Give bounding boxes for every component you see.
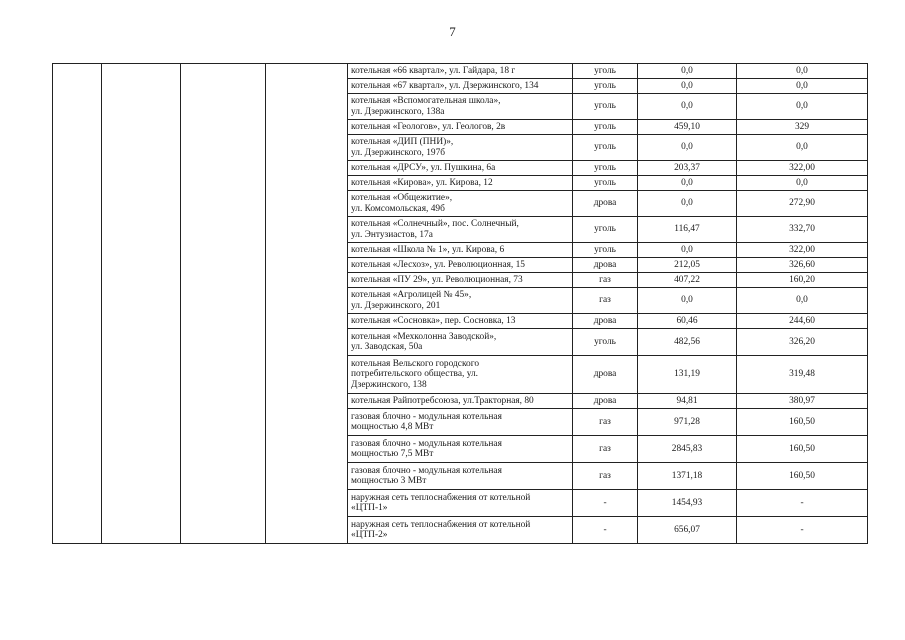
empty-merged-cell [266, 64, 348, 544]
boiler-name-cell: котельная «Солнечный», пос. Солнечный, ул. Энтузиастов, 17а [348, 217, 573, 243]
value-1-cell: 0,0 [638, 243, 737, 258]
value-2-cell: 326,20 [737, 329, 868, 356]
boiler-name-cell: наружная сеть теплоснабжения от котельной «ЦТП-2» [348, 517, 573, 544]
value-1-cell: 656,07 [638, 517, 737, 544]
value-1-cell: 203,37 [638, 161, 737, 176]
boiler-name-cell: котельная «Мехколонна Заводской», ул. Заводская, 50а [348, 329, 573, 356]
fuel-type-cell: уголь [573, 243, 638, 258]
value-2-cell: 319,48 [737, 356, 868, 394]
fuel-type-cell: дрова [573, 394, 638, 409]
boiler-name-cell: газовая блочно - модульная котельная мощностью 3 МВт [348, 463, 573, 490]
boiler-name-cell: котельная «Вспомогательная школа», ул. Дзержинского, 138а [348, 94, 573, 120]
fuel-type-cell: уголь [573, 176, 638, 191]
value-1-cell: 131,19 [638, 356, 737, 394]
value-2-cell: 160,20 [737, 273, 868, 288]
value-1-cell: 212,05 [638, 258, 737, 273]
value-1-cell: 482,56 [638, 329, 737, 356]
boiler-name-cell: котельная «Кирова», ул. Кирова, 12 [348, 176, 573, 191]
fuel-type-cell: дрова [573, 314, 638, 329]
boiler-name-cell: газовая блочно - модульная котельная мощностью 7,5 МВт [348, 436, 573, 463]
value-1-cell: 0,0 [638, 135, 737, 161]
value-2-cell: 0,0 [737, 64, 868, 79]
value-1-cell: 0,0 [638, 176, 737, 191]
fuel-type-cell: газ [573, 273, 638, 288]
fuel-type-cell: дрова [573, 258, 638, 273]
fuel-type-cell: дрова [573, 191, 638, 217]
value-1-cell: 2845,83 [638, 436, 737, 463]
boiler-name-cell: котельная «66 квартал», ул. Гайдара, 18 г [348, 64, 573, 79]
fuel-type-cell: уголь [573, 161, 638, 176]
value-2-cell: 329 [737, 120, 868, 135]
boiler-name-cell: котельная Вельского городского потребительского общества, ул. Дзержинского, 138 [348, 356, 573, 394]
value-2-cell: 322,00 [737, 243, 868, 258]
boiler-name-cell: котельная «ДИП (ПНИ)», ул. Дзержинского, 197б [348, 135, 573, 161]
fuel-type-cell: уголь [573, 79, 638, 94]
value-1-cell: 116,47 [638, 217, 737, 243]
fuel-type-cell: - [573, 517, 638, 544]
heat-sources-table [52, 63, 868, 544]
fuel-type-cell: дрова [573, 356, 638, 394]
value-1-cell: 0,0 [638, 288, 737, 314]
value-2-cell: - [737, 517, 868, 544]
fuel-type-cell: газ [573, 436, 638, 463]
value-2-cell: 0,0 [737, 94, 868, 120]
boiler-name-cell: котельная «ПУ 29», ул. Революционная, 73 [348, 273, 573, 288]
table-body [53, 64, 868, 544]
table-row [53, 64, 868, 79]
value-1-cell: 0,0 [638, 94, 737, 120]
value-2-cell: 0,0 [737, 288, 868, 314]
boiler-name-cell: котельная «Школа № 1», ул. Кирова, 6 [348, 243, 573, 258]
fuel-type-cell: уголь [573, 217, 638, 243]
value-1-cell: 407,22 [638, 273, 737, 288]
value-2-cell: 272,90 [737, 191, 868, 217]
value-2-cell: 380,97 [737, 394, 868, 409]
value-2-cell: 160,50 [737, 436, 868, 463]
value-2-cell: 0,0 [737, 176, 868, 191]
value-2-cell: 244,60 [737, 314, 868, 329]
fuel-type-cell: уголь [573, 94, 638, 120]
empty-merged-cell [181, 64, 266, 544]
value-1-cell: 0,0 [638, 79, 737, 94]
empty-merged-cell [53, 64, 102, 544]
value-2-cell: 332,70 [737, 217, 868, 243]
value-1-cell: 94,81 [638, 394, 737, 409]
empty-merged-cell [102, 64, 181, 544]
boiler-name-cell: котельная «Агролицей № 45», ул. Дзержинского, 201 [348, 288, 573, 314]
fuel-type-cell: - [573, 490, 638, 517]
boiler-name-cell: котельная «Геологов», ул. Геологов, 2в [348, 120, 573, 135]
page-number: 7 [449, 24, 456, 39]
boiler-name-cell: котельная «ДРСУ», ул. Пушкина, 6а [348, 161, 573, 176]
fuel-type-cell: уголь [573, 64, 638, 79]
value-1-cell: 971,28 [638, 409, 737, 436]
fuel-type-cell: газ [573, 288, 638, 314]
boiler-name-cell: котельная «67 квартал», ул. Дзержинского, 134 [348, 79, 573, 94]
fuel-type-cell: уголь [573, 329, 638, 356]
value-2-cell: 160,50 [737, 463, 868, 490]
fuel-type-cell: уголь [573, 135, 638, 161]
boiler-name-cell: котельная «Лесхоз», ул. Революционная, 15 [348, 258, 573, 273]
value-2-cell: 326,60 [737, 258, 868, 273]
fuel-type-cell: газ [573, 463, 638, 490]
fuel-type-cell: газ [573, 409, 638, 436]
value-1-cell: 0,0 [638, 191, 737, 217]
value-2-cell: 160,50 [737, 409, 868, 436]
value-2-cell: - [737, 490, 868, 517]
value-1-cell: 1454,93 [638, 490, 737, 517]
value-1-cell: 0,0 [638, 64, 737, 79]
boiler-name-cell: котельная «Сосновка», пер. Сосновка, 13 [348, 314, 573, 329]
value-1-cell: 459,10 [638, 120, 737, 135]
value-2-cell: 0,0 [737, 79, 868, 94]
boiler-name-cell: котельная «Общежитие», ул. Комсомольская, 49б [348, 191, 573, 217]
boiler-name-cell: газовая блочно - модульная котельная мощностью 4,8 МВт [348, 409, 573, 436]
value-2-cell: 322,00 [737, 161, 868, 176]
value-1-cell: 1371,18 [638, 463, 737, 490]
fuel-type-cell: уголь [573, 120, 638, 135]
value-2-cell: 0,0 [737, 135, 868, 161]
value-1-cell: 60,46 [638, 314, 737, 329]
boiler-name-cell: наружная сеть теплоснабжения от котельной «ЦТП-1» [348, 490, 573, 517]
boiler-name-cell: котельная Райпотребсоюза, ул.Тракторная, 80 [348, 394, 573, 409]
